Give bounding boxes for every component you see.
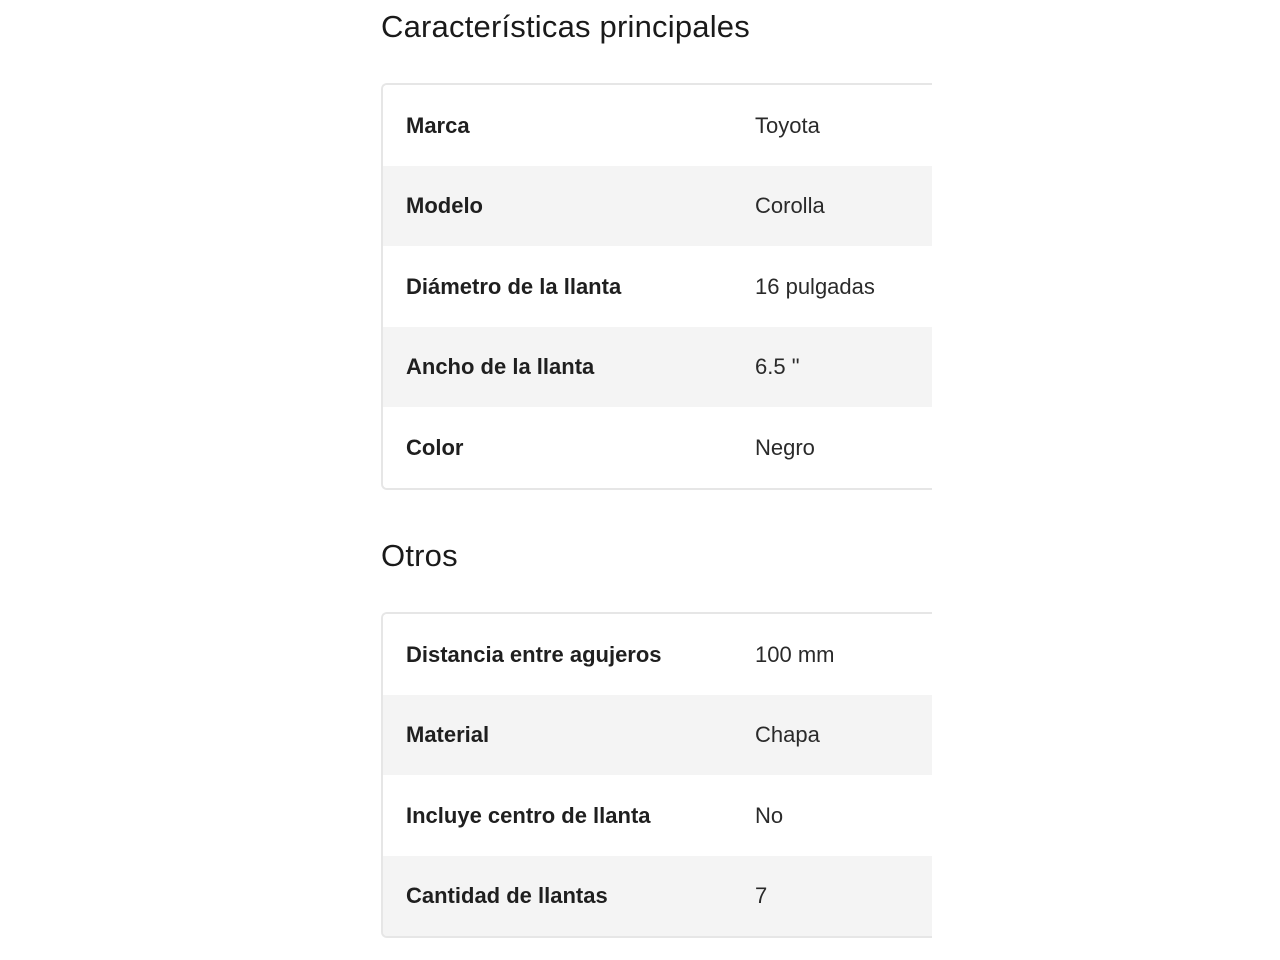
spec-label: Cantidad de llantas xyxy=(406,883,608,908)
table-row xyxy=(383,246,932,327)
spec-table-main-features xyxy=(381,83,932,490)
spec-value: Chapa xyxy=(755,722,820,747)
spec-value: 7 xyxy=(755,883,768,908)
spec-value: 100 mm xyxy=(755,641,835,667)
table-row xyxy=(383,85,932,166)
table-row xyxy=(383,614,932,695)
table-row xyxy=(383,775,932,856)
spec-label: Ancho de la llanta xyxy=(406,354,595,379)
table-row xyxy=(383,856,932,936)
spec-label: Marca xyxy=(406,112,470,138)
spec-value: Corolla xyxy=(755,193,825,218)
spec-value: Toyota xyxy=(755,112,820,138)
spec-label: Incluye centro de llanta xyxy=(406,802,651,828)
spec-value: Negro xyxy=(755,434,815,460)
spec-label: Modelo xyxy=(406,193,483,218)
table-row xyxy=(383,166,932,246)
spec-label: Material xyxy=(406,722,490,747)
spec-label: Color xyxy=(406,434,464,460)
section-title-main-features: Características principales xyxy=(381,9,750,44)
table-row xyxy=(383,327,932,407)
spec-label: Distancia entre agujeros xyxy=(406,641,662,667)
spec-value: 6.5 " xyxy=(755,354,800,379)
section-title-otros: Otros xyxy=(381,538,458,573)
spec-value: No xyxy=(755,802,784,828)
spec-table-otros xyxy=(381,612,932,938)
spec-label: Diámetro de la llanta xyxy=(406,273,622,299)
table-row xyxy=(383,407,932,488)
table-row xyxy=(383,695,932,775)
spec-value: 16 pulgadas xyxy=(755,273,875,299)
